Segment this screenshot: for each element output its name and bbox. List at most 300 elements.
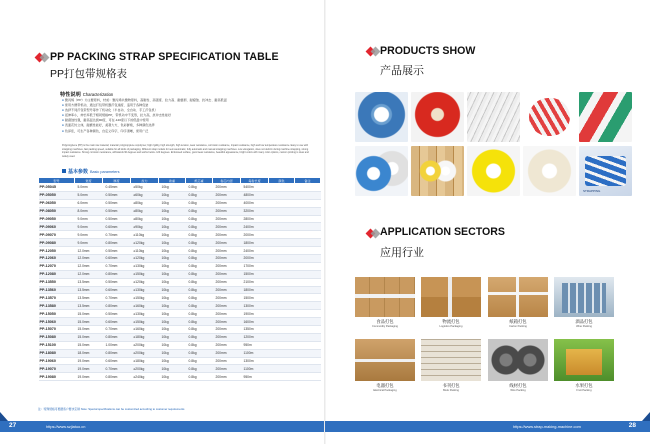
table-cell: 0.8kg	[186, 318, 213, 326]
table-cell: 0.80mm	[103, 302, 131, 310]
table-row	[39, 247, 321, 255]
electrical-packaging-photo	[355, 339, 415, 381]
list-item: ●色泽佳，可生产各种颜色，自定义印字，印字清晰，使用广泛	[62, 128, 149, 133]
table-cell: 0.8kg	[186, 184, 213, 192]
table-cell: 0.8kg	[186, 215, 213, 223]
model-cell: PP-13580	[39, 302, 75, 310]
table-cell	[269, 349, 295, 357]
table-row	[39, 294, 321, 302]
table-row	[39, 278, 321, 286]
table-cell: 1800m	[241, 239, 269, 247]
table-cell: 2800m	[241, 215, 269, 223]
blue-strap-roll-photo	[355, 92, 408, 142]
table-cell	[295, 349, 321, 357]
table-cell: ≥150kg	[131, 318, 159, 326]
white-strap-photo	[467, 92, 520, 142]
table-cell: ≥130kg	[131, 262, 159, 270]
table-row	[39, 199, 321, 207]
table-cell: 4000m	[241, 199, 269, 207]
table-cell	[269, 278, 295, 286]
table-header-cell: 拉力	[131, 178, 159, 184]
table-cell: 200mm	[213, 231, 241, 239]
table-header-cell: 颜色	[269, 178, 295, 184]
table-cell: 0.50mm	[103, 207, 131, 215]
table-cell	[295, 270, 321, 278]
table-cell	[269, 247, 295, 255]
list-item: ●使用方便带机动，通过打包带机器打包速度、适用于各种包装	[62, 103, 149, 108]
table-cell: 200mm	[213, 215, 241, 223]
footer-corner	[642, 412, 650, 421]
table-cell	[295, 262, 321, 270]
list-item: ●聚丙烯（PP）为主要原料，材质：聚丙烯共聚物原料，高刚性、高强度、拉力高、耐磨损、耐腐蚀、抗冲击、耐高低温	[62, 98, 227, 102]
table-cell: 9.0mm	[75, 239, 103, 247]
commodity-packaging-photo	[355, 277, 415, 317]
list-item: ●表面花纹立体，耐磨性能好，美观大方，色彩鲜艳，多种颜色选择	[62, 123, 155, 128]
table-cell: 0.50mm	[103, 278, 131, 286]
table-cell: 10kg	[159, 294, 186, 302]
table-row	[39, 255, 321, 263]
table-cell: 9.0mm	[75, 215, 103, 223]
table-cell: ≥180kg	[131, 333, 159, 341]
table-cell: 15.0mm	[75, 318, 103, 326]
table-row	[39, 365, 321, 373]
products-title: PRODUCTS SHOW	[380, 45, 476, 57]
table-cell: 0.50mm	[103, 215, 131, 223]
table-cell: 950m	[241, 373, 269, 381]
table-cell	[269, 357, 295, 365]
table-header-cell: 宽度	[75, 178, 103, 184]
table-cell: 10kg	[159, 199, 186, 207]
table-row	[39, 262, 321, 270]
table-cell: 0.70mm	[103, 326, 131, 334]
cardboard-strap-photo	[411, 146, 464, 196]
table-cell	[269, 184, 295, 192]
model-cell: PP-19060	[39, 357, 75, 365]
products-title-cn: 产品展示	[380, 65, 424, 77]
table-cell: 1300m	[241, 302, 269, 310]
app-label-wine: 酒品打包 Wine Packing	[575, 319, 593, 328]
table-cell: 10kg	[159, 302, 186, 310]
model-cell: PP-09080	[39, 239, 75, 247]
table-cell: 19.0mm	[75, 373, 103, 381]
model-cell: PP-08050	[39, 207, 75, 215]
table-cell	[295, 207, 321, 215]
table-cell: 10kg	[159, 341, 186, 349]
table-cell: 1200m	[241, 333, 269, 341]
table-cell: 0.80mm	[103, 373, 131, 381]
list-item: ●耐腐蚀性强，耐高温达到90度，可在-120度以下的低温中使用	[62, 118, 149, 123]
table-cell: 200mm	[213, 262, 241, 270]
table-cell	[295, 247, 321, 255]
table-cell: 0.60mm	[103, 255, 131, 263]
table-cell	[269, 215, 295, 223]
diamond-icon	[367, 46, 378, 57]
table-cell: 200mm	[213, 349, 241, 357]
table-cell: 0.50mm	[103, 191, 131, 199]
table-cell	[269, 294, 295, 302]
model-cell: PP-12050	[39, 247, 75, 255]
table-cell: 0.8kg	[186, 326, 213, 334]
table-cell	[269, 310, 295, 318]
page-number: 28	[628, 422, 636, 429]
printed-strap-label: STRAPPING	[583, 189, 601, 193]
table-cell	[269, 373, 295, 381]
table-row	[39, 270, 321, 278]
params-heading: 基本参数 Basic parameters	[62, 168, 120, 175]
table-cell	[269, 199, 295, 207]
table-cell: 9.0mm	[75, 231, 103, 239]
table-cell	[269, 239, 295, 247]
table-cell	[295, 231, 321, 239]
app-label-book: 书刊打包 Book Packing	[442, 383, 460, 392]
footer-url[interactable]: https://www.strap-making-machine.com	[513, 424, 581, 429]
table-cell	[295, 184, 321, 192]
table-cell: 200mm	[213, 247, 241, 255]
table-cell: ≥80kg	[131, 207, 159, 215]
table-row	[39, 223, 321, 231]
table-cell: ≥160kg	[131, 302, 159, 310]
model-cell: PP-15080	[39, 333, 75, 341]
table-cell: 10kg	[159, 270, 186, 278]
model-cell: PP-19070	[39, 365, 75, 373]
model-cell: PP-15060	[39, 318, 75, 326]
printed-strap-photo	[579, 146, 632, 196]
table-cell: 0.80mm	[103, 349, 131, 357]
table-cell: 200mm	[213, 373, 241, 381]
table-cell	[295, 191, 321, 199]
table-cell	[295, 302, 321, 310]
model-cell: PP-05050	[39, 191, 75, 199]
table-cell: 0.8kg	[186, 302, 213, 310]
table-cell: 15.0mm	[75, 310, 103, 318]
table-cell: 10kg	[159, 318, 186, 326]
carton-packing-photo	[488, 277, 548, 317]
table-header-cell: 型号	[39, 178, 75, 184]
table-cell: 0.60mm	[103, 318, 131, 326]
table-cell: 5.0mm	[75, 191, 103, 199]
table-row	[39, 310, 321, 318]
table-cell: 0.70mm	[103, 262, 131, 270]
table-cell	[269, 365, 295, 373]
table-row	[39, 333, 321, 341]
table-cell: 4800m	[241, 191, 269, 199]
table-row	[39, 302, 321, 310]
blue-white-rolls-photo	[355, 146, 408, 196]
cream-strap-roll-photo	[523, 146, 576, 196]
table-cell: 0.8kg	[186, 310, 213, 318]
table-cell	[295, 326, 321, 334]
table-cell: 200mm	[213, 270, 241, 278]
table-row	[39, 341, 321, 349]
table-cell: 0.70mm	[103, 365, 131, 373]
table-cell: 13.5mm	[75, 278, 103, 286]
table-cell	[295, 373, 321, 381]
table-cell	[269, 302, 295, 310]
table-cell	[269, 341, 295, 349]
table-cell: 18.0mm	[75, 349, 103, 357]
table-cell	[295, 278, 321, 286]
table-row	[39, 191, 321, 199]
table-cell: 0.8kg	[186, 191, 213, 199]
table-row	[39, 349, 321, 357]
list-item: ●选择不同打包带型号等作了机动化（半自动、全自动、手工打包机）	[62, 108, 158, 113]
table-cell: 200mm	[213, 310, 241, 318]
table-header-cell: 备注	[295, 178, 321, 184]
table-cell	[295, 215, 321, 223]
table-cell: 0.50mm	[103, 199, 131, 207]
table-cell: 8.0mm	[75, 207, 103, 215]
table-row	[39, 231, 321, 239]
table-cell: 10kg	[159, 223, 186, 231]
table-cell	[295, 294, 321, 302]
table-cell: 1100m	[241, 365, 269, 373]
table-row	[39, 215, 321, 223]
table-cell: 9.0mm	[75, 223, 103, 231]
table-row	[39, 357, 321, 365]
table-cell: ≥160kg	[131, 326, 159, 334]
table-cell: 0.60mm	[103, 357, 131, 365]
applications-title: APPLICATION SECTORS	[380, 226, 505, 238]
table-cell: ≥110kg	[131, 231, 159, 239]
table-cell: ≥150kg	[131, 270, 159, 278]
table-cell	[295, 333, 321, 341]
table-cell: ≥180kg	[131, 357, 159, 365]
table-cell: 200mm	[213, 294, 241, 302]
table-cell: 13.5mm	[75, 286, 103, 294]
list-item: ●延伸率小，伸长率低于相同规格PP，带机动中不变形，拉力高，抗冲击性能好	[62, 113, 172, 118]
applications-title-cn: 应用行业	[380, 247, 424, 259]
table-cell: 0.8kg	[186, 239, 213, 247]
table-cell: 10kg	[159, 184, 186, 192]
table-cell: 200mm	[213, 255, 241, 263]
table-header-cell: 每卷长度	[241, 178, 269, 184]
table-header-cell: 纸芯重	[186, 178, 213, 184]
table-cell: 0.60mm	[103, 286, 131, 294]
table-cell: 200mm	[213, 207, 241, 215]
table-cell: ≥200kg	[131, 365, 159, 373]
table-cell: 10kg	[159, 239, 186, 247]
table-cell: 10kg	[159, 278, 186, 286]
page-number: 27	[9, 422, 17, 429]
table-cell: 0.8kg	[186, 365, 213, 373]
yellow-strap-roll-photo	[467, 146, 520, 196]
table-cell: 10kg	[159, 231, 186, 239]
table-cell: 19.0mm	[75, 357, 103, 365]
table-cell: 0.8kg	[186, 231, 213, 239]
app-label-electrical: 电器打包 Electrical Packaging	[373, 383, 397, 392]
table-header-cell: 厚度	[103, 178, 131, 184]
wine-packing-photo	[554, 277, 614, 317]
diamond-icon	[367, 228, 378, 239]
characterization-list	[62, 98, 317, 134]
table-cell: 0.8kg	[186, 199, 213, 207]
table-cell: 200mm	[213, 333, 241, 341]
table-cell: 200mm	[213, 239, 241, 247]
table-cell: ≥150kg	[131, 294, 159, 302]
table-cell: 200mm	[213, 286, 241, 294]
table-header-cell: 卷重	[159, 178, 186, 184]
red-strap-roll-photo	[411, 92, 464, 142]
table-cell	[269, 223, 295, 231]
table-cell: 2000m	[241, 231, 269, 239]
table-cell: 0.80mm	[103, 239, 131, 247]
table-cell: 19.0mm	[75, 365, 103, 373]
table-cell	[295, 318, 321, 326]
table-cell: 2400m	[241, 247, 269, 255]
table-cell: 200mm	[213, 191, 241, 199]
table-cell: 12.0mm	[75, 247, 103, 255]
table-cell: 0.8kg	[186, 262, 213, 270]
table-cell: 0.8kg	[186, 270, 213, 278]
table-cell: ≥110kg	[131, 247, 159, 255]
table-cell: 0.8kg	[186, 223, 213, 231]
table-cell: 0.50mm	[103, 310, 131, 318]
table-cell: 1500m	[241, 270, 269, 278]
right-page	[325, 0, 650, 444]
table-cell: 13.5mm	[75, 302, 103, 310]
table-cell: 12.0mm	[75, 255, 103, 263]
table-cell	[269, 191, 295, 199]
table-cell: 0.8kg	[186, 333, 213, 341]
table-cell: ≥120kg	[131, 255, 159, 263]
table-cell	[269, 318, 295, 326]
table-cell: 0.8kg	[186, 255, 213, 263]
table-cell: 1350m	[241, 326, 269, 334]
model-cell: PP-12080	[39, 270, 75, 278]
table-cell: 1300m	[241, 357, 269, 365]
app-label-logistics: 物流打包 Logistics Packaging	[439, 319, 463, 328]
table-cell: 10kg	[159, 215, 186, 223]
table-cell: 1100m	[241, 349, 269, 357]
table-cell: ≥240kg	[131, 373, 159, 381]
table-cell: 5.0mm	[75, 184, 103, 192]
table-cell: ≥200kg	[131, 341, 159, 349]
table-header-cell: 卷芯内径	[213, 178, 241, 184]
table-cell: 10kg	[159, 207, 186, 215]
green-red-strap-photo	[579, 92, 632, 142]
table-cell	[269, 262, 295, 270]
footer-corner	[0, 412, 8, 421]
table-cell: 15.0mm	[75, 326, 103, 334]
table-cell	[295, 341, 321, 349]
table-cell: 0.70mm	[103, 294, 131, 302]
table-cell	[269, 231, 295, 239]
table-cell: 2400m	[241, 223, 269, 231]
table-cell: 200mm	[213, 278, 241, 286]
table-cell: 10kg	[159, 286, 186, 294]
model-cell: PP-15100	[39, 341, 75, 349]
table-cell	[269, 207, 295, 215]
table-cell: 12.0mm	[75, 262, 103, 270]
table-row	[39, 373, 321, 381]
table-cell	[269, 326, 295, 334]
table-cell: 10kg	[159, 262, 186, 270]
table-cell: 10kg	[159, 247, 186, 255]
table-cell: ≥200kg	[131, 349, 159, 357]
table-cell: 0.45mm	[103, 184, 131, 192]
model-cell: PP-13560	[39, 286, 75, 294]
table-cell: 0.80mm	[103, 333, 131, 341]
table-cell: 0.80mm	[103, 270, 131, 278]
book-packing-photo	[421, 339, 481, 381]
app-label-fruit: 水果打包 Fruit Packing	[575, 383, 593, 392]
model-cell: PP-05045	[39, 184, 75, 192]
table-cell: 10kg	[159, 326, 186, 334]
table-cell: 0.8kg	[186, 207, 213, 215]
table-cell: 3200m	[241, 207, 269, 215]
table-cell: 200mm	[213, 365, 241, 373]
model-cell: PP-13550	[39, 278, 75, 286]
table-cell: 200mm	[213, 302, 241, 310]
fruit-packing-photo	[554, 339, 614, 381]
table-cell: 0.8kg	[186, 247, 213, 255]
table-row	[39, 286, 321, 294]
table-cell: 10kg	[159, 365, 186, 373]
table-cell: 0.8kg	[186, 278, 213, 286]
table-cell: 6.0mm	[75, 199, 103, 207]
table-cell: 10kg	[159, 310, 186, 318]
model-cell: PP-09060	[39, 223, 75, 231]
characterization-heading: 特性说明 Characterization	[60, 92, 114, 98]
table-note: 注：特殊规格可根据客户要求定制 Note: Special specifications can be customized according to customer requirements	[38, 407, 185, 411]
table-cell: 0.60mm	[103, 223, 131, 231]
table-cell: 5400m	[241, 184, 269, 192]
app-label-wire: 线材打包 Wire Packing	[509, 383, 527, 392]
table-cell	[269, 286, 295, 294]
strap-bundle-photo	[523, 92, 576, 142]
model-cell: PP-13570	[39, 294, 75, 302]
table-cell: 200mm	[213, 341, 241, 349]
table-cell: 12.0mm	[75, 270, 103, 278]
model-cell: PP-12070	[39, 262, 75, 270]
table-cell: 0.8kg	[186, 357, 213, 365]
model-cell: PP-15070	[39, 326, 75, 334]
table-cell: ≥120kg	[131, 239, 159, 247]
spec-table	[38, 177, 321, 381]
table-cell: 1.00mm	[103, 341, 131, 349]
table-row	[39, 326, 321, 334]
model-cell: PP-12060	[39, 255, 75, 263]
table-cell: 1600m	[241, 318, 269, 326]
table-row	[39, 318, 321, 326]
table-cell: 200mm	[213, 184, 241, 192]
table-cell: 10kg	[159, 255, 186, 263]
table-cell	[295, 239, 321, 247]
table-cell	[295, 199, 321, 207]
table-cell: ≥130kg	[131, 286, 159, 294]
footer-bar	[325, 421, 650, 432]
model-cell: PP-19080	[39, 373, 75, 381]
square-icon	[62, 169, 66, 173]
table-cell	[295, 223, 321, 231]
table-cell: 0.8kg	[186, 286, 213, 294]
table-cell: 2100m	[241, 278, 269, 286]
table-cell: 13.5mm	[75, 294, 103, 302]
table-cell: ≥120kg	[131, 278, 159, 286]
table-cell: 10kg	[159, 349, 186, 357]
footer-url[interactable]: https://www.szjiatuo.cn	[46, 424, 86, 429]
table-cell: 0.8kg	[186, 294, 213, 302]
table-body	[39, 184, 321, 381]
app-label-food: 食品打包 Commodity Packaging	[372, 319, 398, 328]
table-row	[39, 184, 321, 192]
table-cell	[295, 286, 321, 294]
table-cell: 200mm	[213, 326, 241, 334]
table-row	[39, 207, 321, 215]
table-cell: 10kg	[159, 373, 186, 381]
table-cell: ≥60kg	[131, 191, 159, 199]
table-cell: 1700m	[241, 262, 269, 270]
